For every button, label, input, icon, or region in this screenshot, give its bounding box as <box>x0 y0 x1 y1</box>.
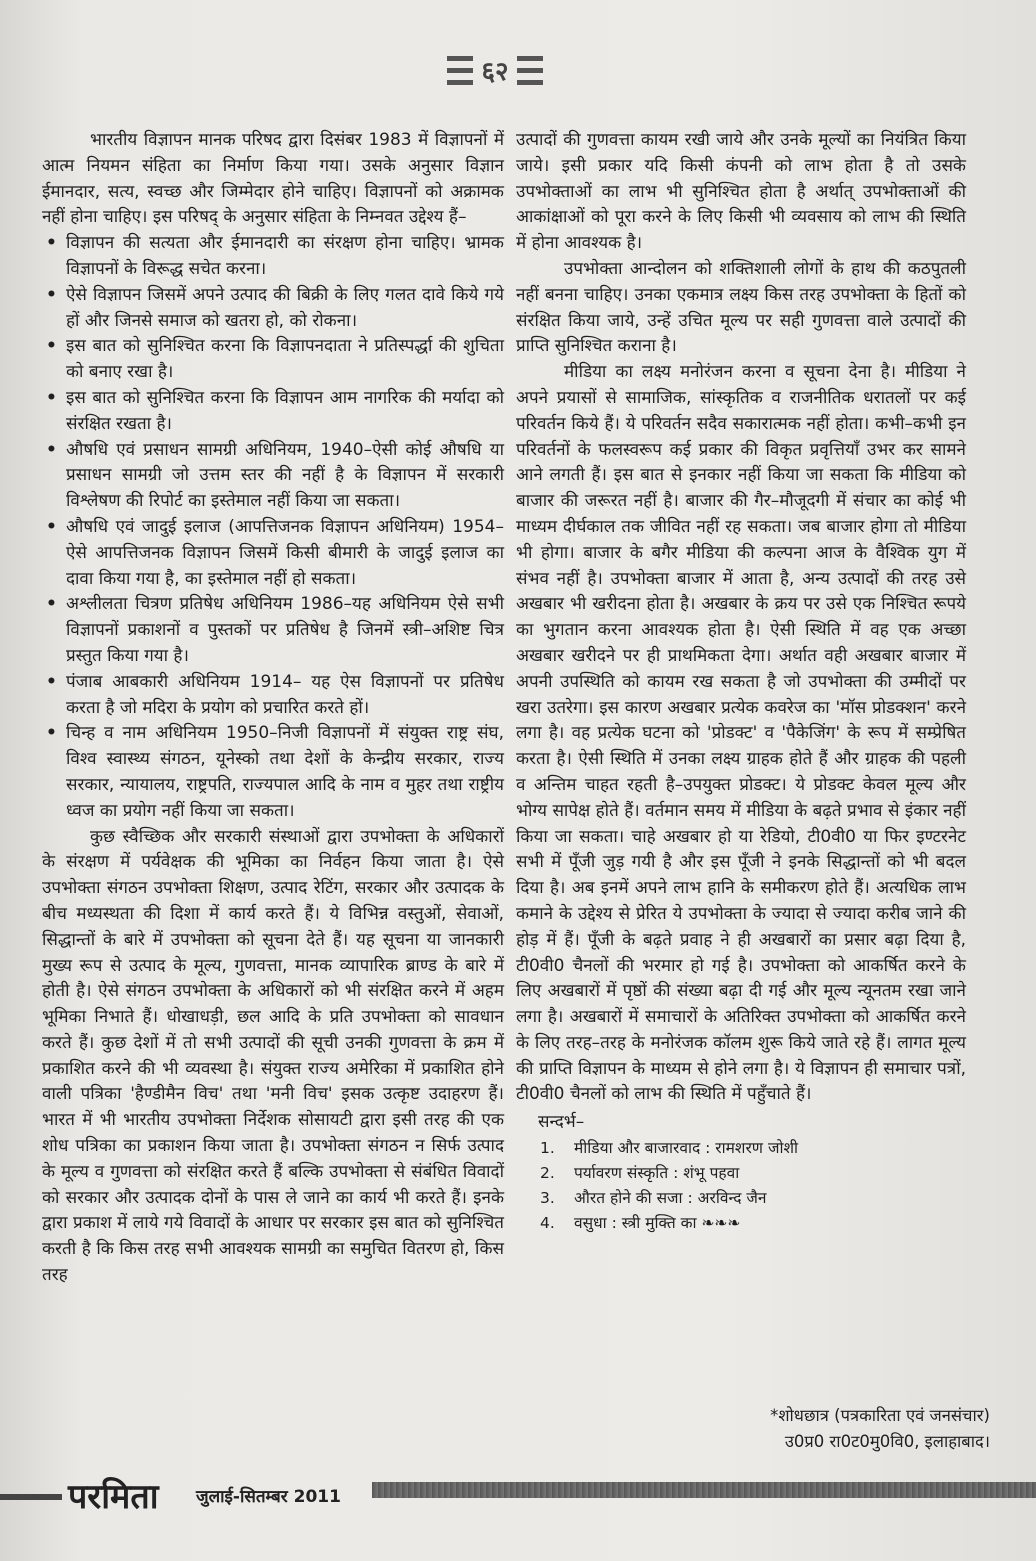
author-affiliation <box>700 1403 990 1455</box>
references-heading: सन्दर्भ– <box>538 1112 585 1133</box>
reference-item: 2. पर्यावरण संस्कृति : शंभू पहवा <box>540 1164 740 1183</box>
list-item: • इस बात को सुनिश्चित करना कि विज्ञापन आम नागरिक की मर्यादा को संरक्षित रखता है। <box>42 386 504 438</box>
objectives-list <box>42 231 504 824</box>
list-item: • औषधि एवं जादुई इलाज (आपत्तिजनक विज्ञापन अधिनियम) 1954–ऐसे आपत्तिजनक विज्ञापन जिसमें किसी बीमारी के जादुई इलाज का दावा किया गया है, का इस्तेमाल नहीं हो सकता। <box>42 515 504 592</box>
references-list <box>516 1136 966 1236</box>
media-paragraph: मीडिया का लक्ष्य मनोरंजन करना व सूचना देना है। मीडिया ने अपने प्रयासों से सामाजिक, सांस्कृतिक व राजनीतिक धरातलों पर कई परिवर्तन किये हैं। ये परिवर्तन सदैव सकारात्मक नहीं होता। कभी–कभी इन परिवर्तनों के फलस्वरूप कई प्रकार की विकृत प्रवृत्तियाँ उभर कर सामने आने लगती हैं। इस बात से इनकार नहीं किया जा सकता कि मीडिया को बाजार की जरूरत नहीं है। बाजार की गैर–मौजूदगी में संचार का कोई भी माध्यम दीर्घकाल तक जीवित नहीं रह सकता। जब बाजार होगा तो मीडिया भी होगा। बाजार के बगैर मीडिया की कल्पना आज के वैश्विक युग में संभव नहीं है। उपभोक्ता बाजार में आता है, अन्य उत्पादों की तरह उसे अखबार भी खरीदना होता है। अखबार के क्रय पर उसे एक निश्चित रूपये का भुगतान करना आवश्यक होता है। ऐसी स्थिति में वह एक अच्छा अखबार खरीदने पर ही प्राथमिकता देगा। अर्थात वही अखबार बाजार में अपनी उपस्थिति को कायम रख सकता है जो उपभोक्ता की उम्मीदों पर खरा उतरेगा। इस कारण अखबार प्रत्येक कवरेज का 'मॉस प्रोडक्शन' करने लगा है। वह प्रत्येक घटना को 'प्रोडक्ट' व 'पैकेजिंग' के रूप में सम्प्रेषित करता है। ऐसी स्थिति में उनका लक्ष्य ग्राहक होते हैं और ग्राहक की पहली व अन्तिम चाहत रहती है–उपयुक्त प्रोडक्ट। ये प्रोडक्ट केवल मूल्य और भोग्य सापेक्ष होते हैं। वर्तमान समय में मीडिया के बढ़ते प्रभाव से इंकार नहीं किया जा सकता। चाहे अखबार हो या रेडियो, टी0वी0 या फिर इण्टरनेट सभी में पूँजी जुड़ गयी है और इस पूँजी ने इनके सिद्धान्तों को भी बदल दिया है। अब इनमें अपने लाभ हानि के समीकरण होते हैं। अत्यधिक लाभ कमाने के उद्देश्य से प्रेरित ये उपभोक्ता के ज्यादा से ज्यादा करीब जाने की होड़ में हैं। पूँजी के बढ़ते प्रवाह ने ही अखबारों का प्रसार बढ़ा दिया है, टी0वी0 चैनलों की भरमार हो गई है। उपभोक्ता को आकर्षित करने के लिए अखबारों में पृष्ठों की संख्या बढ़ा दी गई और मूल्य न्यूनतम रखा जाने लगा है। अखबारों में समाचारों के अतिरिक्त उपभोक्ता को आकर्षित करने के लिए तरह–तरह के मनोरंजक कॉलम शुरू किये जाते रहे हैं। लागत मूल्य की प्राप्ति विज्ञापन के माध्यम से होने लगा है। ये विज्ञापन ही समाचार पत्रों, टी0वी0 चैनलों को लाभ की स्थिति में पहुँचाते हैं। <box>516 362 966 1105</box>
list-item: • ऐसे विज्ञापन जिसमें अपने उत्पाद की बिक्री के लिए गलत दावे किये गये हों और जिनसे समाज को खतरा हो, को रोकना। <box>42 283 504 335</box>
page-number: ६२ <box>481 57 509 87</box>
author-title: *शोधछात्र (पत्रकारिता एवं जनसंचार) <box>770 1406 990 1425</box>
consumer-organizations-paragraph: कुछ स्वैच्छिक और सरकारी संस्थाओं द्वारा उपभोक्ता के अधिकारों के संरक्षण में पर्यवेक्षक की भूमिका का निर्वहन किया जाता है। ऐसे उपभोक्ता संगठन उपभोक्ता शिक्षण, उत्पाद रेटिंग, सरकार और उत्पादक के बीच मध्यस्थता की दिशा में कार्य करते हैं। ये विभिन्न वस्तुओं, सेवाओं, सिद्धान्तों के बारे में उपभोक्ता को सूचना देते हैं। यह सूचना या जानकारी मुख्य रूप से उत्पाद के मूल्य, गुणवत्ता, मानक व्यापारिक ब्राण्ड के बारे में होती है। ऐसे संगठन उपभोक्ता के अधिकारों को भी संरक्षित करने में अहम भूमिका निभाते हैं। धोखाधड़ी, छल आदि के प्रति उपभोक्ता को सावधान करते हैं। कुछ देशों में तो सभी उत्पादों की सूची उनकी गुणवत्ता के क्रम में प्रकाशित करने की भी व्यवस्था है। संयुक्त राज्य अमेरिका में प्रकाशित होने वाली पत्रिका 'हैण्डीमैन विच' तथा 'मनी विच' इसक उत्कृष्ट उदाहरण हैं। भारत में भी भारतीय उपभोक्ता निर्देशक सोसायटी द्वारा इसी तरह की एक शोध पत्रिका का प्रकाशन किया जाता है। उपभोक्ता संगठन न सिर्फ उत्पाद के मूल्य व गुणवत्ता को संरक्षित करते हैं बल्कि उपभोक्ता से संबंधित विवादों को सरकार और उत्पादक दोनों के पास ले जाने का कार्य भी करते हैं। इनके द्वारा प्रकाश में लाये गये विवादों के आधार पर सरकार इस बात को सुनिश्चित करती है कि किस तरह सभी आवश्यक सामग्री का समुचित वितरण हो, किस तरह <box>42 826 504 1286</box>
list-item: • इस बात को सुनिश्चित करना कि विज्ञापनदाता ने प्रतिस्पर्द्धा की शुचिता को बनाए रखा है। <box>42 334 504 386</box>
intro-paragraph: भारतीय विज्ञापन मानक परिषद द्वारा दिसंबर 1983 में विज्ञापनों में आत्म नियमन संहिता का निर्माण किया गया। उसके अनुसार विज्ञान ईमानदार, सत्य, स्वच्छ और जिम्मेदार होने चाहिए। विज्ञापनों को अक्रामक नहीं होना चाहिए। इस परिषद् के अनुसार संहिता के निम्नवत उद्देश्य हैं– <box>42 130 504 228</box>
list-item: • विज्ञापन की सत्यता और ईमानदारी का संरक्षण होना चाहिए। भ्रामक विज्ञापनों के विरूद्ध सचेत करना। <box>42 231 504 283</box>
list-item: • औषधि एवं प्रसाधन सामग्री अधिनियम, 1940–ऐसी कोई औषधि या प्रसाधन सामग्री जो उत्तम स्तर की नहीं है के विज्ञापन में सरकारी विश्लेषण की रिपोर्ट का इस्तेमाल नहीं किया जा सकता। <box>42 438 504 515</box>
reference-item: 1. मीडिया और बाजारवाद : रामशरण जोशी <box>540 1139 799 1158</box>
left-column <box>42 128 504 1289</box>
list-item: • चिन्ह व नाम अधिनियम 1950–निजी विज्ञापनों में संयुक्त राष्ट्र संघ, विश्व स्वास्थ्य संगठन, यूनेस्को तथा देशों के केन्द्रीय सरकार, राज्य सरकार, न्यायालय, राष्ट्रपति, राज्यपाल आदि के नाम व मुहर तथा राष्ट्रीय ध्वज का प्रयोग नहीं किया जा सकता। <box>42 721 504 824</box>
author-institution: उ0प्र0 रा0ट0मु0वि0, इलाहाबाद। <box>784 1432 990 1451</box>
reference-item: 3. औरत होने की सजा : अरविन्द जैन <box>540 1189 767 1208</box>
continued-paragraph: उत्पादों की गुणवत्ता कायम रखी जाये और उनके मूल्यों का नियंत्रित किया जाये। इसी प्रकार यदि किसी कंपनी को लाभ होता है तो उसके उपभोक्ताओं का लाभ भी सुनिश्चित होता है अर्थात् उपभोक्ताओं की आकांक्षाओं को पूरा करने के लिए किसी भी व्यवसाय को लाभ की स्थिति में होना आवश्यक है। <box>516 130 966 254</box>
issue-date: जुलाई-सितम्बर 2011 <box>196 1487 341 1507</box>
page-number-header <box>425 40 565 100</box>
header-ornament-right <box>517 56 543 85</box>
footer-rule-left <box>0 1494 62 1500</box>
page-footer <box>0 1478 1036 1518</box>
footer-rule-right <box>372 1482 1036 1498</box>
reference-item: 4. वसुधा : स्त्री मुक्ति का ❧❧❧ <box>540 1214 741 1233</box>
right-column <box>516 128 966 1236</box>
header-ornament-left <box>447 56 473 85</box>
magazine-name: परमिता <box>68 1477 159 1517</box>
consumer-movement-paragraph: उपभोक्ता आन्दोलन को शक्तिशाली लोगों के हाथ की कठपुतली नहीं बनना चाहिए। उनका एकमात्र लक्ष्य किस तरह उपभोक्ता के हितों को संरक्षित किया जाये, उन्हें उचित मूल्य पर सही गुणवत्ता वाले उत्पादों की प्राप्ति सुनिश्चित कराना है। <box>516 258 966 357</box>
list-item: • पंजाब आबकारी अधिनियम 1914– यह ऐस विज्ञापनों पर प्रतिषेध करता है जो मदिरा के प्रयोग को प्रचारित करते हों। <box>42 670 504 722</box>
list-item: • अश्लीलता चित्रण प्रतिषेध अधिनियम 1986–यह अधिनियम ऐसे सभी विज्ञापनों प्रकाशनों व पुस्तकों पर प्रतिषेध है जिनमें स्त्री–अशिष्ट चित्र प्रस्तुत किया गया है। <box>42 592 504 669</box>
